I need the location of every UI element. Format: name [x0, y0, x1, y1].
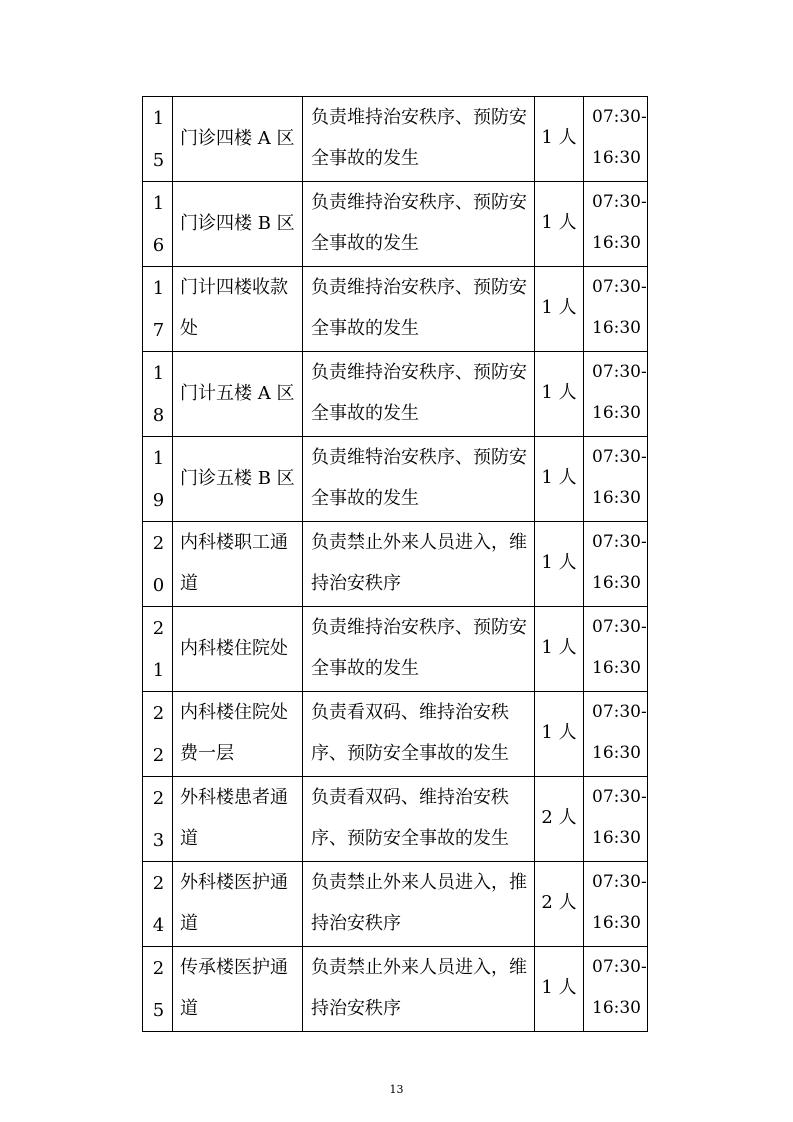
- staff-count: 1 人: [541, 636, 577, 658]
- shift-end: 16:30: [592, 573, 641, 593]
- area-cell: [173, 522, 303, 607]
- duty-description: 负责看双码、维持治安秩序、预防安全事故的发生: [303, 777, 535, 862]
- table-row: [143, 692, 648, 777]
- staff-count-cell: [535, 97, 584, 182]
- row-number: [143, 947, 173, 1032]
- duty-description: 负责维持治安秩序、预防安全事故的发生: [303, 267, 535, 352]
- staff-count-cell: [535, 352, 584, 437]
- area-name: 内科楼住院处费一层: [180, 702, 288, 764]
- area-cell: [173, 607, 303, 692]
- row-number-digit-2: 5: [152, 1000, 165, 1021]
- table-row: [143, 267, 648, 352]
- row-number-digit-2: 3: [152, 830, 165, 851]
- table-row: [143, 777, 648, 862]
- shift-start: 07:30-: [592, 702, 647, 722]
- table-row: [143, 522, 648, 607]
- shift-time: [584, 352, 648, 437]
- shift-start: 07:30-: [592, 787, 647, 807]
- shift-start: 07:30-: [592, 192, 647, 212]
- shift-end: 16:30: [592, 998, 641, 1018]
- row-number-digit-2: 5: [152, 150, 165, 171]
- area-name: 内科楼职工通道: [180, 532, 288, 594]
- row-number-digit-1: 1: [152, 448, 165, 469]
- shift-start: 07:30-: [592, 872, 647, 892]
- row-number-digit-1: 1: [152, 278, 165, 299]
- shift-end: 16:30: [592, 488, 641, 508]
- shift-time: [584, 607, 648, 692]
- row-number-digit-1: 2: [152, 703, 165, 724]
- staff-count: 1 人: [541, 296, 577, 318]
- duty-description: 负责维特治安秩序、预防安全事故的发生: [303, 437, 535, 522]
- row-number-digit-1: 2: [152, 958, 165, 979]
- area-cell: [173, 182, 303, 267]
- area-cell: [173, 352, 303, 437]
- duty-description: 负责维持治安秩序、预防安全事故的发生: [303, 352, 535, 437]
- area-cell: [173, 437, 303, 522]
- row-number-digit-1: 2: [152, 533, 165, 554]
- duty-description: 负责维持治安秩序、预防安全事故的发生: [303, 182, 535, 267]
- row-number-digit-1: 2: [152, 618, 165, 639]
- row-number-digit-2: 8: [152, 405, 165, 426]
- shift-start: 07:30-: [592, 107, 647, 127]
- shift-end: 16:30: [592, 913, 641, 933]
- row-number-digit-2: 2: [152, 745, 165, 766]
- area-name: 内科楼住院处: [180, 637, 288, 659]
- row-number-digit-2: 4: [152, 915, 165, 936]
- staff-count: 1 人: [541, 211, 577, 233]
- shift-time: [584, 182, 648, 267]
- area-name: 门计四楼收款处: [180, 277, 288, 339]
- duty-description: 负责禁止外来人员进入，推持治安秩序: [303, 862, 535, 947]
- duty-description: 负责维持治安秩序、预防安全事故的发生: [303, 607, 535, 692]
- shift-end: 16:30: [592, 233, 641, 253]
- shift-start: 07:30-: [592, 362, 647, 382]
- shift-end: 16:30: [592, 828, 641, 848]
- row-number: [143, 607, 173, 692]
- shift-time: [584, 522, 648, 607]
- shift-end: 16:30: [592, 743, 641, 763]
- row-number-digit-2: 7: [152, 320, 165, 341]
- row-number: [143, 777, 173, 862]
- duty-description: 负责看双码、维持治安秩序、预防安全事故的发生: [303, 692, 535, 777]
- row-number-digit-1: 1: [152, 108, 165, 129]
- staff-count-cell: [535, 692, 584, 777]
- shift-start: 07:30-: [592, 447, 647, 467]
- row-number: [143, 182, 173, 267]
- row-number-digit-1: 2: [152, 788, 165, 809]
- row-number: [143, 522, 173, 607]
- staff-count-cell: [535, 947, 584, 1032]
- shift-time: [584, 862, 648, 947]
- shift-end: 16:30: [592, 403, 641, 423]
- area-name: 传承楼医护通道: [180, 957, 288, 1019]
- duty-description: 负责禁止外来人员进入，维持治安秩序: [303, 522, 535, 607]
- area-name: 门诊五楼 B 区: [180, 467, 295, 489]
- staff-count: 1 人: [541, 381, 577, 403]
- shift-start: 07:30-: [592, 277, 647, 297]
- row-number-digit-1: 1: [152, 193, 165, 214]
- shift-time: [584, 692, 648, 777]
- row-number-digit-2: 9: [152, 490, 165, 511]
- area-cell: [173, 862, 303, 947]
- staff-count-cell: [535, 777, 584, 862]
- area-name: 门诊四楼 B 区: [180, 212, 295, 234]
- shift-start: 07:30-: [592, 532, 647, 552]
- staff-count: 1 人: [541, 551, 577, 573]
- row-number-digit-2: 0: [152, 575, 165, 596]
- table-row: [143, 437, 648, 522]
- staff-count-cell: [535, 267, 584, 352]
- row-number: [143, 352, 173, 437]
- duty-description: 负责禁止外来人员进入，维持治安秩序: [303, 947, 535, 1032]
- shift-start: 07:30-: [592, 957, 647, 977]
- area-cell: [173, 777, 303, 862]
- staff-count: 1 人: [541, 976, 577, 998]
- shift-time: [584, 777, 648, 862]
- row-number-digit-2: 6: [152, 235, 165, 256]
- staff-count: 1 人: [541, 721, 577, 743]
- row-number-digit-1: 1: [152, 363, 165, 384]
- staff-count: 2 人: [541, 806, 577, 828]
- row-number: [143, 437, 173, 522]
- row-number: [143, 692, 173, 777]
- table-row: [143, 97, 648, 182]
- shift-end: 16:30: [592, 318, 641, 338]
- shift-start: 07:30-: [592, 617, 647, 637]
- shift-time: [584, 97, 648, 182]
- duty-table: [142, 96, 648, 1032]
- row-number: [143, 267, 173, 352]
- area-name: 门计五楼 A 区: [180, 382, 295, 404]
- row-number: [143, 862, 173, 947]
- row-number-digit-1: 2: [152, 873, 165, 894]
- area-name: 门诊四楼 A 区: [180, 127, 295, 149]
- table-row: [143, 182, 648, 267]
- staff-count: 2 人: [541, 891, 577, 913]
- table-row: [143, 352, 648, 437]
- staff-count: 1 人: [541, 466, 577, 488]
- staff-count-cell: [535, 437, 584, 522]
- row-number: [143, 97, 173, 182]
- area-cell: [173, 947, 303, 1032]
- staff-count-cell: [535, 607, 584, 692]
- shift-end: 16:30: [592, 658, 641, 678]
- page-number: 13: [389, 1083, 404, 1096]
- shift-time: [584, 267, 648, 352]
- shift-end: 16:30: [592, 148, 641, 168]
- duty-description: 负责堆持治安秩序、预防安全事故的发生: [303, 97, 535, 182]
- area-cell: [173, 692, 303, 777]
- staff-count-cell: [535, 182, 584, 267]
- area-name: 外科楼医护通道: [180, 872, 288, 934]
- shift-time: [584, 947, 648, 1032]
- area-cell: [173, 267, 303, 352]
- shift-time: [584, 437, 648, 522]
- row-number-digit-2: 1: [152, 660, 165, 681]
- area-cell: [173, 97, 303, 182]
- table-row: [143, 607, 648, 692]
- area-name: 外科楼患者通道: [180, 787, 288, 849]
- table-row: [143, 947, 648, 1032]
- table-body: [143, 97, 648, 1032]
- staff-count: 1 人: [541, 126, 577, 148]
- staff-count-cell: [535, 522, 584, 607]
- table-row: [143, 862, 648, 947]
- staff-count-cell: [535, 862, 584, 947]
